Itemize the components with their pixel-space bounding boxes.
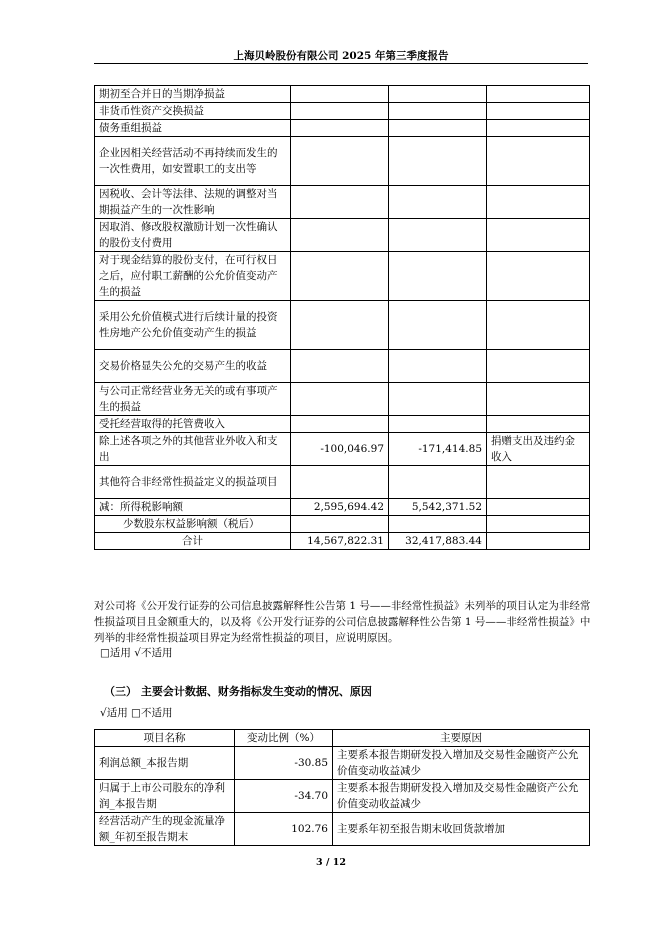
header-main-reason: 主要原因 (333, 730, 590, 747)
applicability-check-1: □适用 √不适用 (100, 647, 173, 659)
row-current-period-value (291, 466, 389, 499)
row-note (487, 120, 590, 137)
row-change-ratio: 102.76 (235, 813, 333, 846)
row-current-period-value: -100,046.97 (291, 433, 389, 466)
row-note (487, 186, 590, 219)
row-current-period-value (291, 516, 389, 533)
table-row (95, 120, 590, 137)
page-number: 3 / 12 (316, 857, 346, 868)
row-note (487, 499, 590, 516)
row-item-name: 经营活动产生的现金流量净额_年初至报告期末 (95, 813, 235, 846)
page-header: 上海贝岭股份有限公司 2025 年第三季度报告 (233, 50, 449, 62)
row-item-label: 少数股东权益影响额（税后） (95, 516, 291, 533)
row-item-label: 交易价格显失公允的交易产生的收益 (95, 350, 291, 383)
row-item-label: 与公司正常经营业务无关的或有事项产生的损益 (95, 383, 291, 416)
row-ytd-value (389, 350, 487, 383)
row-item-label: 非货币性资产交换损益 (95, 103, 291, 120)
non-recurring-items-table (94, 85, 590, 550)
row-note (487, 533, 590, 550)
header-item-name: 项目名称 (95, 730, 235, 747)
row-current-period-value (291, 86, 389, 103)
table-row (95, 516, 590, 533)
row-current-period-value (291, 137, 389, 186)
row-ytd-value: -171,414.85 (389, 433, 487, 466)
row-note (487, 86, 590, 103)
row-current-period-value: 14,567,822.31 (291, 533, 389, 550)
indicator-change-table (94, 729, 590, 846)
table-row (95, 301, 590, 350)
explanation-paragraph: 对公司将《公开发行证券的公司信息披露解释性公告第 1 号——非经常性损益》未列举的项目认定为非经常性损益项目且金额重大的，以及将《公开发行证券的公司信息披露解释性公告第 1 号——非经常性损益》中列举的非经常性损益项目界定为经常性损益的项目，应说明原因。 (94, 600, 591, 644)
table-row (95, 252, 590, 301)
table-row (95, 433, 590, 466)
row-ytd-value (389, 252, 487, 301)
table-row (95, 533, 590, 550)
table-row (95, 813, 590, 846)
row-current-period-value (291, 416, 389, 433)
row-current-period-value (291, 252, 389, 301)
table-row (95, 186, 590, 219)
row-item-label: 受托经营取得的托管费收入 (95, 416, 291, 433)
row-note: 捐赠支出及违约金收入 (487, 433, 590, 466)
row-change-ratio: -30.85 (235, 747, 333, 780)
row-item-label: 债务重组损益 (95, 120, 291, 137)
row-main-reason: 主要系年初至报告期末收回货款增加 (333, 813, 590, 846)
row-item-name: 利润总额_本报告期 (95, 747, 235, 780)
row-item-label: 其他符合非经常性损益定义的损益项目 (95, 466, 291, 499)
row-note (487, 219, 590, 252)
row-item-label: 采用公允价值模式进行后续计量的投资性房地产公允价值变动产生的损益 (95, 301, 291, 350)
table-row (95, 466, 590, 499)
table-row (95, 416, 590, 433)
row-current-period-value: 2,595,694.42 (291, 499, 389, 516)
row-ytd-value (389, 219, 487, 252)
row-ytd-value (389, 120, 487, 137)
row-current-period-value (291, 301, 389, 350)
row-item-name: 归属于上市公司股东的净利润_本报告期 (95, 780, 235, 813)
row-item-label: 减：所得税影响额 (95, 499, 291, 516)
row-ytd-value (389, 383, 487, 416)
row-item-label: 除上述各项之外的其他营业外收入和支出 (95, 433, 291, 466)
table2-header-row (95, 730, 590, 747)
row-change-ratio: -34.70 (235, 780, 333, 813)
row-ytd-value: 32,417,883.44 (389, 533, 487, 550)
row-current-period-value (291, 120, 389, 137)
table-row (95, 383, 590, 416)
row-main-reason: 主要系本报告期研发投入增加及交易性金融资产公允价值变动收益减少 (333, 747, 590, 780)
row-ytd-value: 5,542,371.52 (389, 499, 487, 516)
row-current-period-value (291, 383, 389, 416)
row-item-label: 期初至合并日的当期净损益 (95, 86, 291, 103)
row-note (487, 516, 590, 533)
applicability-check-2: √适用 □不适用 (100, 707, 173, 719)
row-ytd-value (389, 516, 487, 533)
row-ytd-value (389, 301, 487, 350)
row-current-period-value (291, 103, 389, 120)
row-note (487, 383, 590, 416)
header-rule (94, 63, 588, 64)
row-ytd-value (389, 103, 487, 120)
non-recurring-items-body (95, 86, 590, 550)
row-item-label: 因税收、会计等法律、法规的调整对当期损益产生的一次性影响 (95, 186, 291, 219)
table-row (95, 103, 590, 120)
row-current-period-value (291, 219, 389, 252)
table-row (95, 86, 590, 103)
row-item-label: 合计 (95, 533, 291, 550)
row-item-label: 对于现金结算的股份支付，在可行权日之后，应付职工薪酬的公允价值变动产生的损益 (95, 252, 291, 301)
row-note (487, 350, 590, 383)
row-ytd-value (389, 466, 487, 499)
row-item-label: 企业因相关经营活动不再持续而发生的一次性费用，如安置职工的支出等 (95, 137, 291, 186)
row-main-reason: 主要系本报告期研发投入增加及交易性金融资产公允价值变动收益减少 (333, 780, 590, 813)
row-ytd-value (389, 86, 487, 103)
row-ytd-value (389, 137, 487, 186)
table-row (95, 350, 590, 383)
table-row (95, 219, 590, 252)
row-note (487, 301, 590, 350)
indicator-change-body (95, 747, 590, 846)
row-note (487, 103, 590, 120)
table-row (95, 499, 590, 516)
row-current-period-value (291, 186, 389, 219)
row-note (487, 137, 590, 186)
row-current-period-value (291, 350, 389, 383)
row-ytd-value (389, 186, 487, 219)
row-note (487, 416, 590, 433)
table-row (95, 747, 590, 780)
header-change-ratio: 变动比例（%） (235, 730, 333, 747)
table-row (95, 780, 590, 813)
table-row (95, 137, 590, 186)
row-ytd-value (389, 416, 487, 433)
row-note (487, 466, 590, 499)
row-note (487, 252, 590, 301)
row-item-label: 因取消、修改股权激励计划一次性确认的股份支付费用 (95, 219, 291, 252)
section-3-title: （三） 主要会计数据、财务指标发生变动的情况、原因 (104, 685, 372, 698)
